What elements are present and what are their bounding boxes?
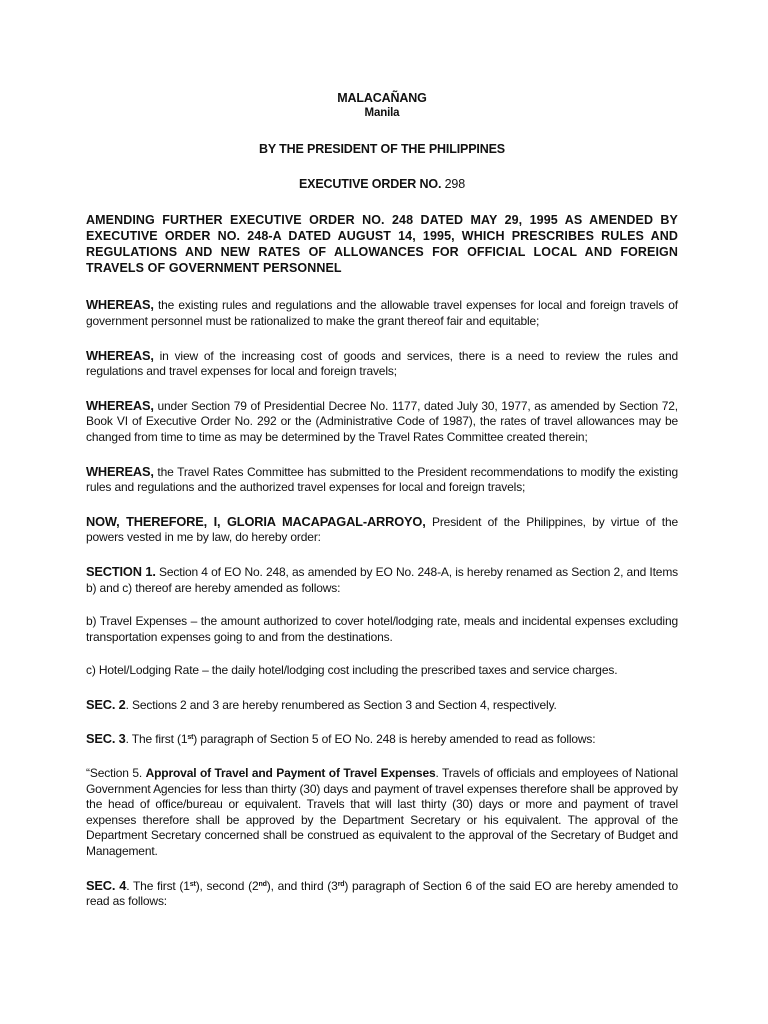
document-page [86,90,678,910]
section-1-paragraph: SECTION 1. Section 4 of EO No. 248, as amended by EO No. 248-A, is hereby renamed as Section 2, and Items b) and c) thereof are hereby amended as follows: [86,563,679,595]
order-title: AMENDING FURTHER EXECUTIVE ORDER NO. 248 DATED MAY 29, 1995 AS AMENDED BY EXECUTIVE ORDER NO. 248-A DATED AUGUST 14, 1995, WHICH PRESCRIBES RULES AND REGULATIONS AND NEW RATES OF ALLOWANCES FOR OFFICIAL LOCAL AND FOREIGN TRAVELS OF GOVERNMENT PERSONNEL [86,213,678,275]
document-header [86,90,678,192]
section-4-paragraph: SEC. 4. The first (1st), second (2nd), and third (3rd) paragraph of Section 6 of the said EO are hereby amended to read as follows: [86,877,679,909]
item-b-paragraph: b) Travel Expenses – the amount authorized to cover hotel/lodging rate, meals and incidental expenses excluding transportation expenses going to and from the destinations. [86,614,678,644]
quoted-section-5-paragraph: “Section 5. Approval of Travel and Payment of Travel Expenses. Travels of officials and employees of National Government Agencies for less than thirty (30) days and payment of travel expenses therefore shall be approved by the head of office/bureau or equivalent. Travels that will last thirty (30) days or more and payment of travel expenses therefore shall be approved by the Department Secretary or his equivalent. The approval of the Department Secretary concerned shall be construed as equivalent to the approval of the Secretary of Budget and Management. [86,766,678,859]
executive-order-heading [86,177,678,193]
now-therefore-paragraph: NOW, THEREFORE, I, GLORIA MACAPAGAL-ARROYO, President of the Philippines, by virtue of the powers vested in me by law, do hereby order: [86,513,678,545]
item-c-paragraph: c) Hotel/Lodging Rate – the daily hotel/lodging cost including the prescribed taxes and service charges. [86,663,618,678]
authority-heading: BY THE PRESIDENT OF THE PHILIPPINES [259,142,505,156]
section-2-paragraph: SEC. 2. Sections 2 and 3 are hereby renumbered as Section 3 and Section 4, respectively. [86,696,557,712]
whereas-paragraph-1: WHEREAS, the existing rules and regulations and the allowable travel expenses for local and foreign travels of government personnel must be rationalized to make the grant thereof fair and equitable; [86,297,678,328]
whereas-paragraph-2: WHEREAS, in view of the increasing cost of goods and services, there is a need to review the rules and regulations and travel expenses for local and foreign travels; [86,347,678,379]
order-number: 298 [444,176,466,191]
whereas-paragraph-4: WHEREAS, the Travel Rates Committee has submitted to the President recommendations to modify the existing rules and regulations and the authorized travel expenses for local and foreign travels; [86,463,678,495]
section-3-paragraph: SEC. 3. The first (1st) paragraph of Section 5 of EO No. 248 is hereby amended to read as follows: [86,731,596,747]
order-label: EXECUTIVE ORDER NO. [298,176,442,191]
office-heading: MALACAÑANG [337,91,427,105]
city-heading: Manila [364,107,400,119]
whereas-paragraph-3: WHEREAS, under Section 79 of Presidential Decree No. 1177, dated July 30, 1977, as amended by Section 72, Book VI of Executive Order No. 292 or the (Administrative Code of 1987), the rates of travel allowances may be changed from time to time as may be determined by the Travel Rates Committee created therein; [86,397,678,444]
